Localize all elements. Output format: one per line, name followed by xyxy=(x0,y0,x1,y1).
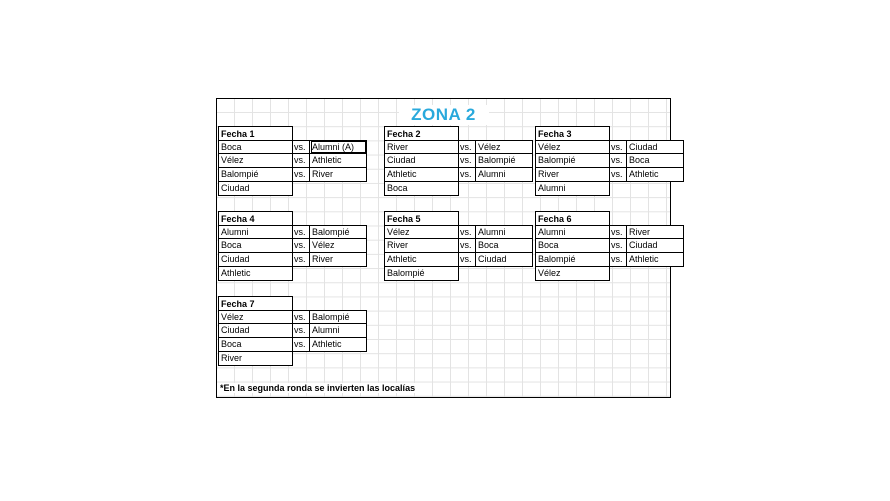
away-team-cell[interactable]: Alumni xyxy=(310,324,367,338)
away-team-cell[interactable]: Vélez xyxy=(310,239,367,253)
home-team-cell[interactable]: River xyxy=(535,168,610,182)
home-team-cell[interactable]: Balompié xyxy=(535,154,610,168)
home-team-cell[interactable]: Boca xyxy=(535,239,610,253)
fecha-label: Fecha 2 xyxy=(384,126,459,140)
vs-cell[interactable]: vs. xyxy=(459,154,476,168)
vs-cell[interactable]: vs. xyxy=(610,253,627,267)
away-team-cell[interactable]: Athletic xyxy=(310,338,367,352)
away-team-cell[interactable]: Vélez xyxy=(476,140,533,154)
away-team-cell[interactable]: River xyxy=(310,168,367,182)
away-team-cell[interactable]: Boca xyxy=(476,239,533,253)
home-team-cell[interactable]: Boca xyxy=(218,239,293,253)
bye-row xyxy=(218,182,367,196)
match-row xyxy=(218,253,367,267)
vs-cell[interactable]: vs. xyxy=(293,253,310,267)
fecha-label: Fecha 6 xyxy=(535,211,610,225)
match-row xyxy=(218,324,367,338)
vs-cell[interactable]: vs. xyxy=(293,239,310,253)
home-team-cell[interactable]: River xyxy=(384,140,459,154)
match-row xyxy=(384,253,533,267)
fecha-block-5 xyxy=(384,211,533,281)
vs-cell[interactable]: vs. xyxy=(293,168,310,182)
match-row xyxy=(384,154,533,168)
away-team-cell[interactable]: Athletic xyxy=(627,168,684,182)
match-row xyxy=(218,239,367,253)
bye-team-cell[interactable]: Athletic xyxy=(218,267,293,281)
fecha-block-7 xyxy=(218,296,367,366)
away-team-cell[interactable]: River xyxy=(310,253,367,267)
home-team-cell[interactable]: Athletic xyxy=(384,253,459,267)
home-team-cell[interactable]: Ciudad xyxy=(218,324,293,338)
match-row xyxy=(535,225,684,239)
spreadsheet-sheet xyxy=(216,98,671,398)
home-team-cell[interactable]: Vélez xyxy=(218,154,293,168)
match-row xyxy=(218,154,367,168)
fecha-label: Fecha 3 xyxy=(535,126,610,140)
bye-team-cell[interactable]: River xyxy=(218,352,293,366)
bye-row xyxy=(535,267,684,281)
bye-team-cell[interactable]: Boca xyxy=(384,182,459,196)
vs-cell[interactable]: vs. xyxy=(293,310,310,324)
vs-cell[interactable]: vs. xyxy=(293,225,310,239)
vs-cell[interactable]: vs. xyxy=(610,239,627,253)
fecha-block-6 xyxy=(535,211,684,281)
match-row xyxy=(535,154,684,168)
bye-team-cell[interactable]: Vélez xyxy=(535,267,610,281)
match-row xyxy=(535,253,684,267)
match-row xyxy=(384,168,533,182)
fecha-block-2 xyxy=(384,126,533,196)
fecha-label: Fecha 7 xyxy=(218,296,293,310)
home-team-cell[interactable]: Vélez xyxy=(218,310,293,324)
match-row xyxy=(218,225,367,239)
match-row xyxy=(535,140,684,154)
match-row xyxy=(218,338,367,352)
fecha-block-4 xyxy=(218,211,367,281)
away-team-cell[interactable]: Boca xyxy=(627,154,684,168)
away-team-cell[interactable]: Athletic xyxy=(627,253,684,267)
away-team-cell[interactable]: Balompié xyxy=(476,154,533,168)
match-row xyxy=(384,225,533,239)
match-row xyxy=(218,310,367,324)
bye-row xyxy=(384,267,533,281)
bye-row xyxy=(218,267,367,281)
bye-row xyxy=(384,182,533,196)
vs-cell[interactable]: vs. xyxy=(610,154,627,168)
vs-cell[interactable]: vs. xyxy=(610,225,627,239)
away-team-cell[interactable]: Alumni xyxy=(476,168,533,182)
vs-cell[interactable]: vs. xyxy=(459,225,476,239)
vs-cell[interactable]: vs. xyxy=(293,338,310,352)
vs-cell[interactable]: vs. xyxy=(610,140,627,154)
vs-cell[interactable]: vs. xyxy=(293,154,310,168)
away-team-cell[interactable]: River xyxy=(627,225,684,239)
fecha-label: Fecha 4 xyxy=(218,211,293,225)
match-row xyxy=(535,239,684,253)
home-team-cell[interactable]: River xyxy=(384,239,459,253)
home-team-cell[interactable]: Balompié xyxy=(535,253,610,267)
fecha-block-3 xyxy=(535,126,684,196)
vs-cell[interactable]: vs. xyxy=(459,253,476,267)
home-team-cell[interactable]: Vélez xyxy=(384,225,459,239)
fecha-label: Fecha 5 xyxy=(384,211,459,225)
bye-team-cell[interactable]: Balompié xyxy=(384,267,459,281)
away-team-cell[interactable]: Athletic xyxy=(310,154,367,168)
home-team-cell[interactable]: Vélez xyxy=(535,140,610,154)
home-team-cell[interactable]: Athletic xyxy=(384,168,459,182)
away-team-cell[interactable]: Ciudad xyxy=(627,140,684,154)
bye-team-cell[interactable]: Alumni xyxy=(535,182,610,196)
bye-row xyxy=(218,352,367,366)
zone-title: ZONA 2 xyxy=(399,105,489,125)
match-row xyxy=(384,239,533,253)
vs-cell[interactable]: vs. xyxy=(459,239,476,253)
home-team-cell[interactable]: Alumni xyxy=(218,225,293,239)
away-team-cell[interactable]: Ciudad xyxy=(476,253,533,267)
vs-cell[interactable]: vs. xyxy=(459,168,476,182)
vs-cell[interactable]: vs. xyxy=(293,140,310,154)
away-team-cell[interactable]: Alumni (A) xyxy=(310,140,367,154)
match-row xyxy=(218,168,367,182)
bye-team-cell[interactable]: Ciudad xyxy=(218,182,293,196)
home-team-cell[interactable]: Balompié xyxy=(218,168,293,182)
match-row xyxy=(384,140,533,154)
home-team-cell[interactable]: Boca xyxy=(218,140,293,154)
away-team-cell[interactable]: Balompié xyxy=(310,310,367,324)
away-team-cell[interactable]: Ciudad xyxy=(627,239,684,253)
bye-row xyxy=(535,182,684,196)
away-team-cell[interactable]: Balompié xyxy=(310,225,367,239)
match-row xyxy=(218,140,367,154)
vs-cell[interactable]: vs. xyxy=(610,168,627,182)
fecha-block-1 xyxy=(218,126,367,196)
vs-cell[interactable]: vs. xyxy=(459,140,476,154)
vs-cell[interactable]: vs. xyxy=(293,324,310,338)
home-team-cell[interactable]: Boca xyxy=(218,338,293,352)
fecha-label: Fecha 1 xyxy=(218,126,293,140)
home-team-cell[interactable]: Ciudad xyxy=(218,253,293,267)
away-team-cell[interactable]: Alumni xyxy=(476,225,533,239)
home-team-cell[interactable]: Ciudad xyxy=(384,154,459,168)
home-team-cell[interactable]: Alumni xyxy=(535,225,610,239)
footnote: *En la segunda ronda se invierten las localías xyxy=(220,383,416,393)
match-row xyxy=(535,168,684,182)
